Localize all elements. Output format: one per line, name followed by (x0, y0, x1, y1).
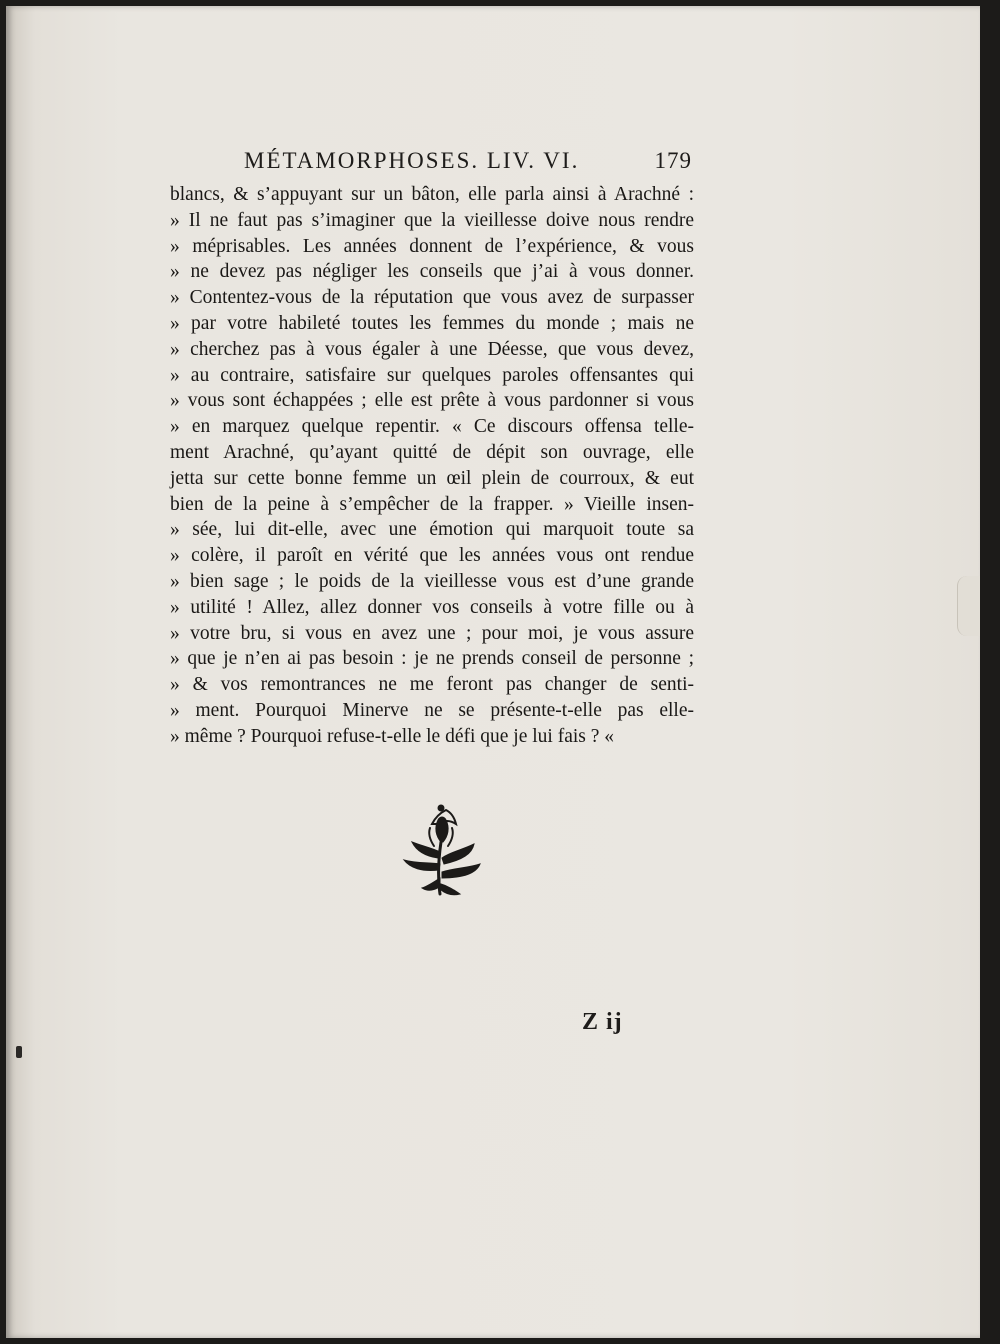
page-edge-tab (957, 576, 980, 636)
text-line: » votre bru, si vous en avez une ; pour moi, je vous assure (170, 622, 694, 644)
text-line: » Il ne faut pas s’imaginer que la vieillesse doive nous rendre (170, 209, 694, 231)
text-line: » par votre habileté toutes les femmes du monde ; mais ne (170, 312, 694, 334)
running-title: MÉTAMORPHOSES. LIV. VI. (244, 148, 580, 173)
text-line: » au contraire, satisfaire sur quelques paroles offensantes qui (170, 364, 694, 386)
text-line: » cherchez pas à vous égaler à une Déesse, que vous devez, (170, 338, 694, 360)
gutter-mark (16, 1046, 22, 1058)
text-line: ment Arachné, qu’ayant quitté de dépit son ouvrage, elle (170, 441, 694, 463)
text-line: » ne devez pas négliger les conseils que j’ai à vous donner. (170, 261, 694, 283)
text-line: » ment. Pourquoi Minerve ne se présente-t-elle pas elle- (170, 699, 694, 721)
text-line: » même ? Pourquoi refuse-t-elle le défi que je lui fais ? « (170, 725, 615, 747)
running-head (244, 148, 692, 178)
text-line: » utilité ! Allez, allez donner vos conseils à votre fille ou à (170, 596, 694, 618)
text-line: » vous sont échappées ; elle est prête à vous pardonner si vous (170, 390, 694, 412)
text-line: » colère, il paroît en vérité que les années vous ont rendue (170, 545, 694, 567)
text-line: » & vos remontrances ne me feront pas changer de senti- (170, 674, 694, 696)
text-line: jetta sur cette bonne femme un œil plein de courroux, & eut (170, 467, 694, 489)
text-line: » que je n’en ai pas besoin : je ne prends conseil de personne ; (170, 648, 694, 670)
text-line: » méprisables. Les années donnent de l’expérience, & vous (170, 235, 694, 257)
text-line: blancs, & s’appuyant sur un bâton, elle parla ainsi à Arachné : (170, 184, 694, 205)
text-line: bien de la peine à s’empêcher de la frapper. » Vieille insen- (170, 493, 694, 515)
body-text (170, 182, 694, 750)
page-number: 179 (654, 148, 692, 173)
text-line: » en marquez quelque repentir. « Ce discours offensa telle- (170, 416, 694, 438)
floral-ornament-icon (394, 802, 490, 902)
text-line: » Contentez-vous de la réputation que vous avez de surpasser (170, 287, 694, 309)
text-line: » sée, lui dit-elle, avec une émotion qui marquoit toute sa (170, 519, 694, 541)
book-page (6, 6, 980, 1338)
text-line: » bien sage ; le poids de la vieillesse vous est d’une grande (170, 570, 694, 592)
signature-mark: Z ij (582, 1009, 623, 1035)
